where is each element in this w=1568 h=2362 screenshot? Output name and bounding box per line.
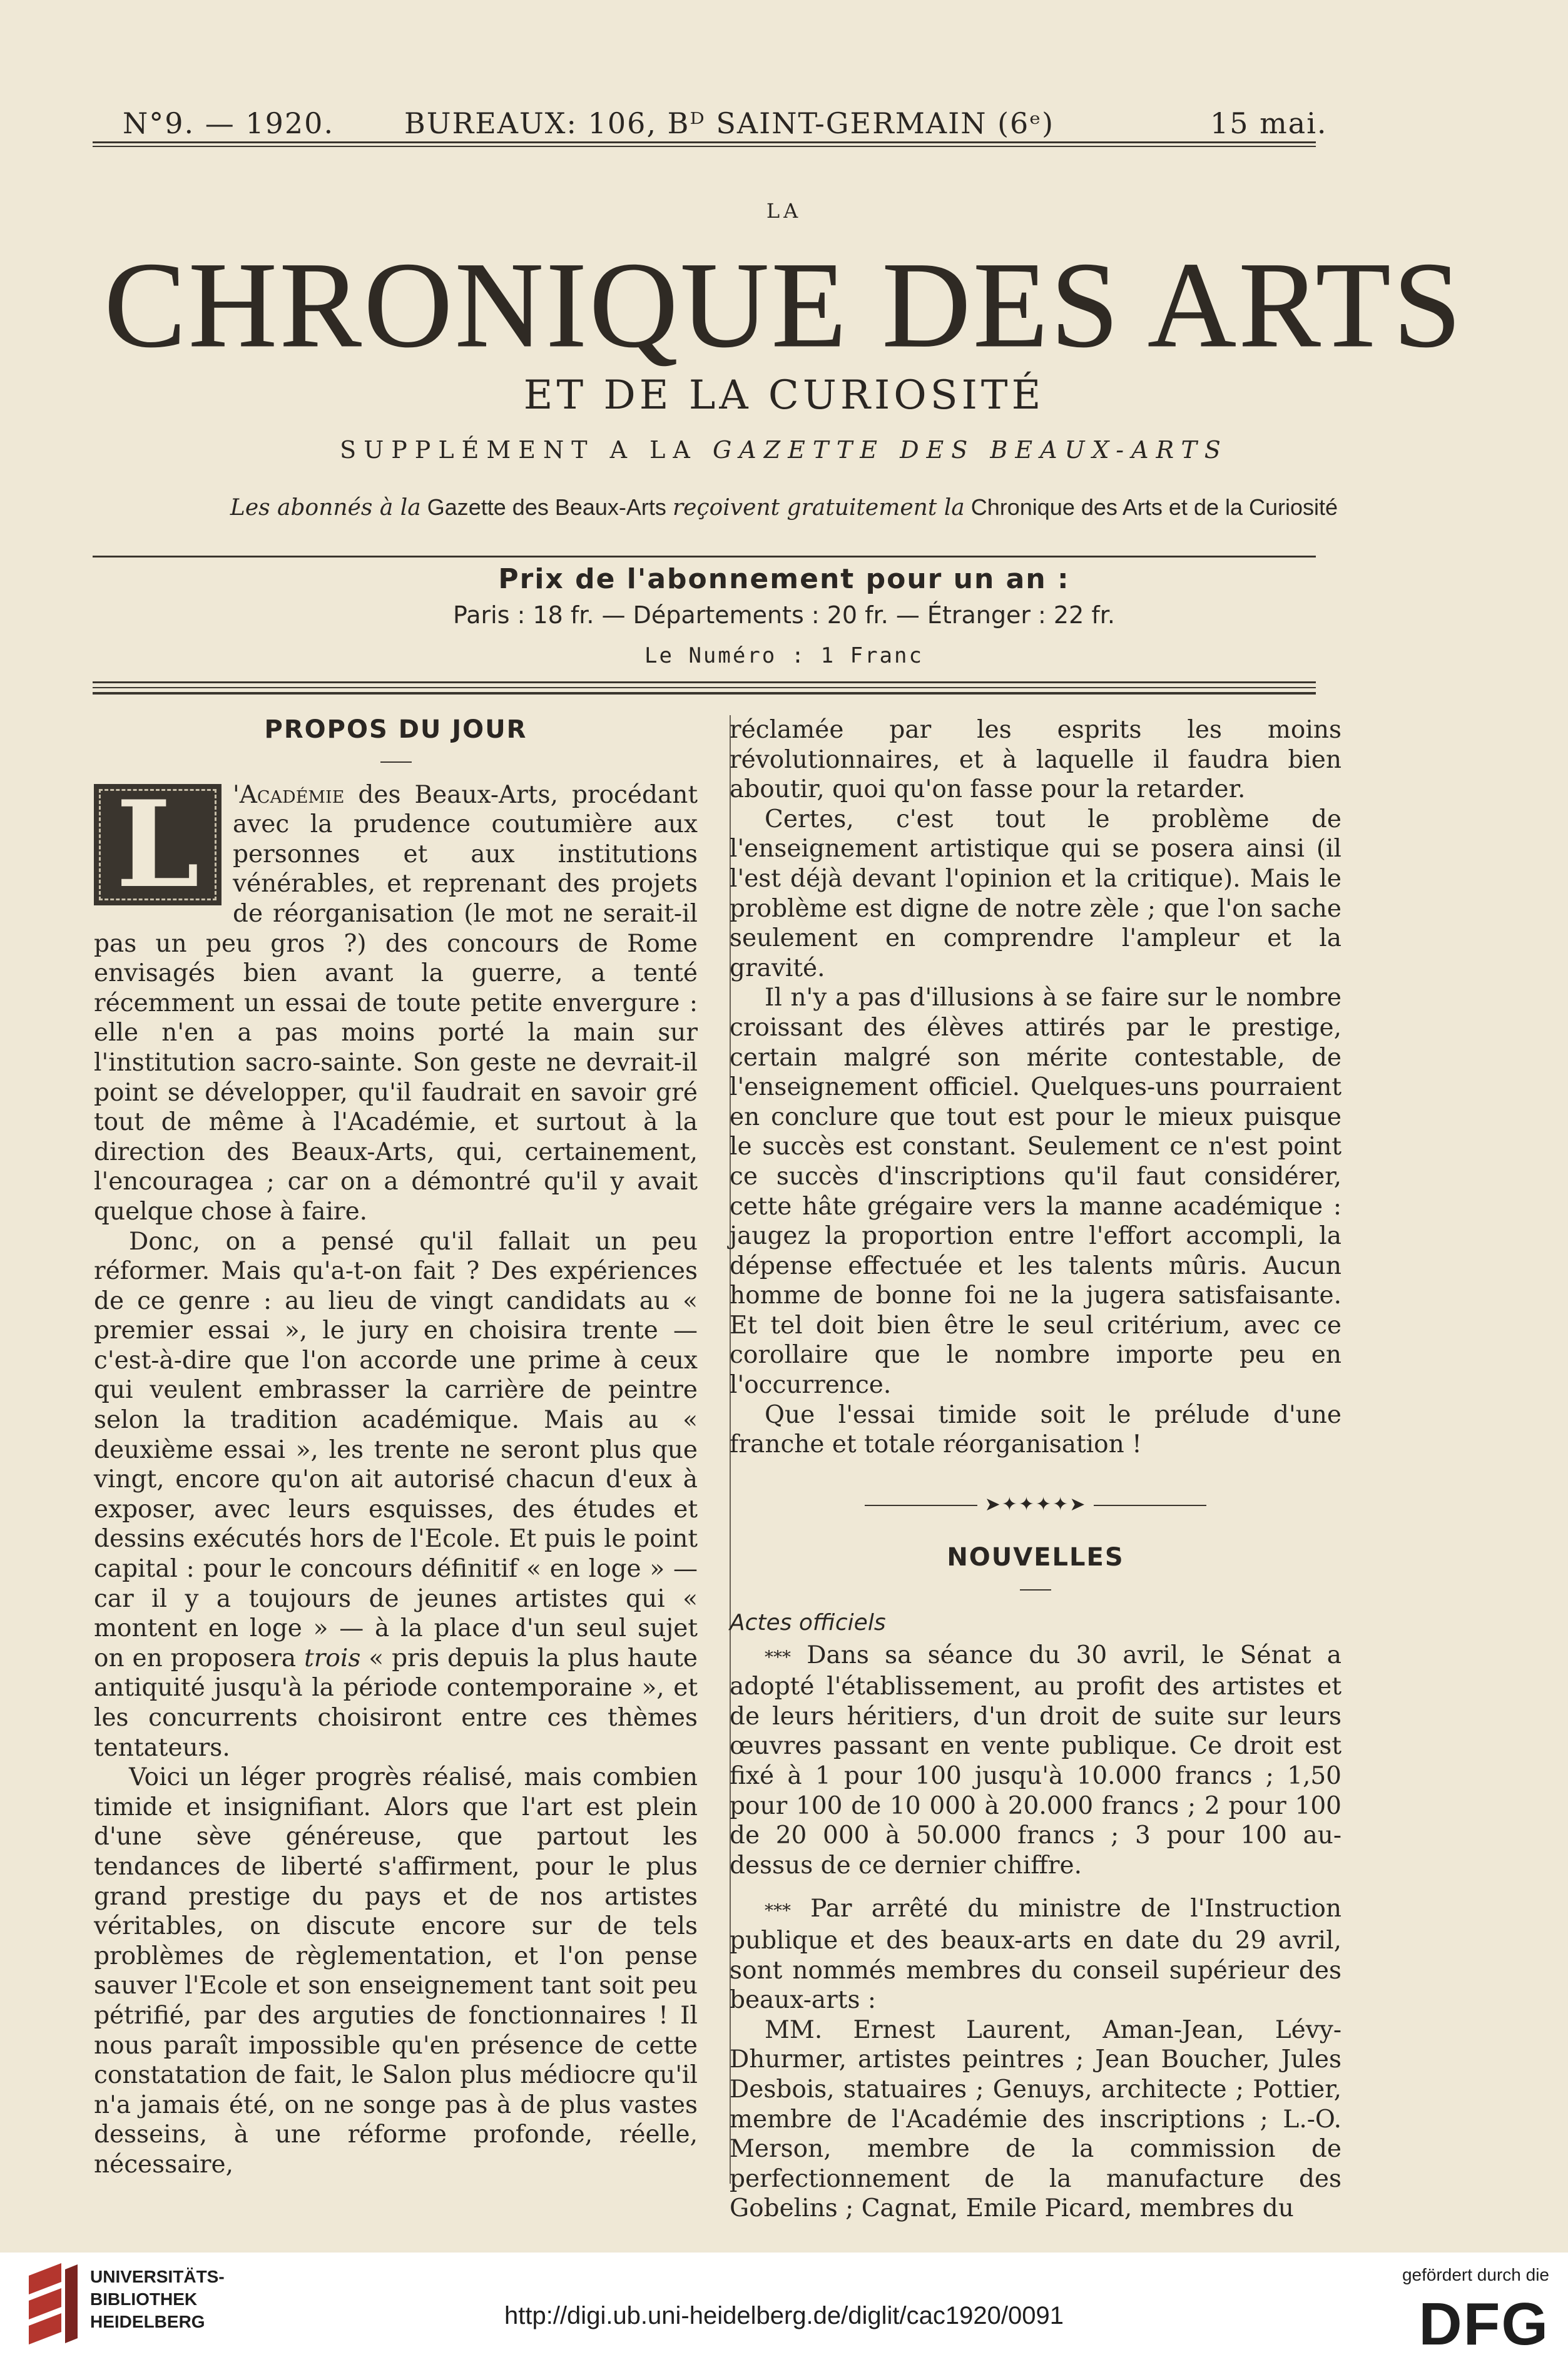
propos-paragraph-3: Voici un léger progrès réalisé, mais combien timide et insignifiant. Alors que l'art est plein d'une sève généreuse, que partout les tendances de liberté s'affirment, pour le plus grand prestige du pays et de nos artistes véritables, on discute encore sur de tels problèmes de règlementation, et l'on pense sauver l'Ecole et son enseignement tant soit peu pétrifié, par des arguties de fonctionnaires ! Il nous paraît impossible qu'en présence de cette constatation de fait, le Salon plus médiocre qu'il n'a jamais été, on ne songe pas à de plus vastes desseins, à une réforme profonde, réelle, nécessaire, xyxy=(94,1763,698,2179)
nouvelle-1-text: Dans sa séance du 30 avril, le Sénat a adopté l'établissement, au profit des artistes et de leurs héritiers, d'un droit de suite sur leurs œuvres passant en vente publique. Ce droit est fixé à 1 pour 100 jusqu'à 10.000 francs ; 1,50 pour 100 de 10 000 à 20.000 francs ; 2 pour 100 de 20 000 à 50.000 francs ; 3 pour 100 au-dessus de ce dernier chiffre. xyxy=(730,1641,1341,1880)
single-issue-price: Le Numéro : 1 Franc xyxy=(644,643,924,668)
supplement-gazette: GAZETTE DES BEAUX-ARTS xyxy=(712,436,1228,464)
asterism-1: *** xyxy=(765,1646,791,1667)
propos-paragraph-3-continued: réclamée par les esprits les moins révolutionnaires, et à laquelle il faudra bien aboutir, quoi qu'on fasse pour la retarder. xyxy=(730,716,1341,804)
propos-paragraph-5: Il n'y a pas d'illusions à se faire sur le nombre croissant des élèves attirés par le prestige, certain malgré son mérite contestable, de l'enseignement officiel. Quelques-uns pourraient en conclure que tout est pour le mieux puisque le succès est constant. Seulement ce n'est point ce succès d'inscriptions qu'il faut considérer, cette hâte grégaire vers la manne académique : jaugez la proportion entre l'effort accompli, la dépense effectuée et les talents mûris. Aucun homme de bonne foi ne la jugera satisfaisante. Et tel doit bien être le seul critérium, avec ce corollaire que le nombre importe peu en l'occurrence. xyxy=(730,984,1341,1400)
propos-paragraph-1-text: des Beaux-Arts, procédant avec la prudence coutumière aux personnes et aux institutions vénérables, et reprenant des projets de réorganisation (le mot ne serait-il pas un peu gros ?) des concours de Rome envisagés bien avant la guerre, a tenté récemment un essai de toute petite envergure : elle n'en a pas moins porté la main sur l'institution sacro-sainte. Son geste ne devrait-il point se développer, qu'il faudrait en savoir gré tout de même à l'Académie, et surtout à la direction des Beaux-Arts, qui, certainement, l'encouragea ; car on a démontré qu'il y avait quelque chose à faire. xyxy=(94,780,698,1226)
propos-paragraph-2 xyxy=(94,1227,698,1763)
subscription-prices: Paris : 18 fr. — Départements : 20 fr. — Étranger : 22 fr. xyxy=(453,601,1115,629)
library-line-1: UNIVERSITÄTS- xyxy=(90,2267,225,2286)
propos-paragraph-6: Que l'essai timide soit le prélude d'une franche et totale réorganisation ! xyxy=(730,1400,1341,1459)
abonnes-part-4: Chronique des Arts et de la Curiosité xyxy=(970,494,1338,520)
title-article: LA xyxy=(766,199,802,223)
journal-title: CHRONIQUE DES ARTS xyxy=(104,237,1464,373)
actes-officiels-subheading: Actes officiels xyxy=(730,1610,886,1636)
section-ornament: ➤✦✦✦✦➤ xyxy=(730,1490,1341,1520)
funded-by-text: gefördert durch die xyxy=(1402,2265,1549,2284)
dfg-logo: DFG xyxy=(1418,2291,1549,2358)
header-rule-2 xyxy=(93,146,1316,147)
propos-paragraph-2-end: « pris depuis la plus haute antiquité jusqu'à la période contemporaine », et les concurrents choisiront entre ces thèmes tentateurs. xyxy=(94,1644,698,1762)
abonnes-part-1: Les abonnés à la xyxy=(230,495,421,521)
journal-subtitle: ET DE LA CURIOSITÉ xyxy=(523,372,1045,419)
issue-date: 15 mai. xyxy=(1210,106,1328,140)
asterism-2: *** xyxy=(765,1900,791,1922)
masthead-rule-lower-3 xyxy=(93,692,1316,695)
masthead-rule xyxy=(93,556,1316,557)
masthead-rule-lower xyxy=(93,681,1316,683)
nouvelle-2 xyxy=(730,1894,1341,2015)
abonnes-part-3: reçoivent gratuitement la xyxy=(672,495,965,521)
nouvelle-1 xyxy=(730,1641,1341,1881)
abonnes-notice xyxy=(0,494,1568,521)
dropcap-letter: L xyxy=(94,784,221,905)
abonnes-part-2: Gazette des Beaux-Arts xyxy=(427,494,666,520)
propos-paragraph-2-text: Donc, on a pensé qu'il fallait un peu réformer. Mais qu'a-t-on fait ? Des expériences de ce genre : au lieu de vingt candidats au « premier essai », le jury en choisira trente — c'est-à-dire que l'on accorde une prime à ceux qui veulent embrasser la carrière de peintre selon la tradition académique. Mais au « deuxième essai », les trente ne seront plus que vingt, encore qu'on ait autorisé chacun d'eux à exposer, avec leurs esquisses, des études et dessins exécutés hors de l'Ecole. Et puis le point capital : pour le concours définitif « en loge » — car il y a toujours de jeunes artistes qui « montent en loge » — à la place d'un seul sujet on en proposera xyxy=(94,1227,698,1672)
supplement-line xyxy=(0,436,1568,464)
nouvelles-heading: NOUVELLES xyxy=(947,1543,1124,1572)
propos-paragraph-1 xyxy=(94,774,698,1227)
library-line-3: HEIDELBERG xyxy=(90,2312,205,2331)
bureaux-address: BUREAUX: 106, Bᴰ SAINT-GERMAIN (6ᵉ) xyxy=(404,106,1055,140)
propos-lead-word: 'Académie xyxy=(233,780,345,809)
source-url[interactable]: http://digi.ub.uni-heidelberg.de/diglit/cac1920/0091 xyxy=(504,2302,1064,2329)
propos-heading: PROPOS DU JOUR xyxy=(264,715,527,744)
masthead-rule-lower-2 xyxy=(93,687,1316,688)
heading-dash xyxy=(380,761,412,763)
library-line-2: BIBLIOTHEK xyxy=(90,2289,198,2309)
supplement-prefix: SUPPLÉMENT A LA xyxy=(340,436,713,464)
nouvelles-dash xyxy=(1020,1589,1051,1591)
issue-number: N°9. — 1920. xyxy=(123,106,335,140)
nouvelle-2-text: Par arrêté du ministre de l'Instruction publique et des beaux-arts en date du 29 avril, sont nommés membres du conseil supérieur des beaux-arts : xyxy=(730,1895,1341,2015)
header-rule xyxy=(93,141,1316,143)
propos-paragraph-4: Certes, c'est tout le problème de l'enseignement artistique qui se posera ainsi (il l'est déjà devant l'opinion et la critique). Mais le problème est digne de notre zèle ; que l'on sache seulement en comprendre l'ampleur et la gravité. xyxy=(730,805,1341,982)
propos-italic-trois: trois xyxy=(304,1644,361,1672)
nouvelle-3: MM. Ernest Laurent, Aman-Jean, Lévy-Dhurmer, artistes peintres ; Jean Boucher, Jules Desbois, statuaires ; Genuys, architecte ; Pottier, membre de l'Académie des inscriptions ; L.-O. Merson, membre de la commission de perfectionnement de la manufacture des Gobelins ; Cagnat, Emile Picard, membres du xyxy=(730,2015,1341,2223)
column-right xyxy=(730,715,1341,2224)
subscription-title: Prix de l'abonnement pour un an : xyxy=(498,563,1070,595)
column-left xyxy=(94,715,698,2180)
